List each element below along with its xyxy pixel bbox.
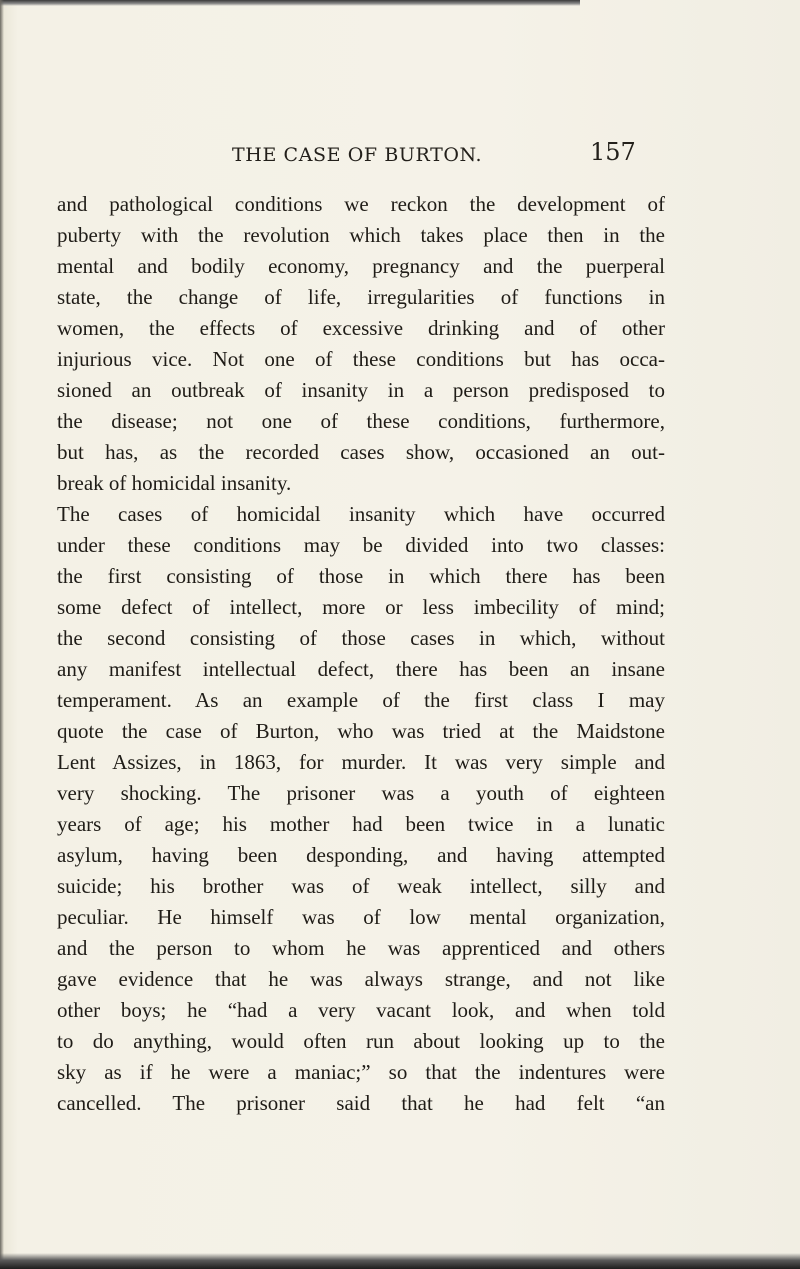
text-line: years of age; his mother had been twice in a lunatic: [57, 812, 665, 836]
text-line: the disease; not one of these conditions, furthermore,: [57, 409, 665, 433]
scan-bottom-edge: [0, 1253, 800, 1269]
text-line: The cases of homicidal insanity which have occurred: [57, 502, 665, 526]
page-number: 157: [590, 138, 636, 166]
text-line: to do anything, would often run about looking up to the: [57, 1029, 665, 1053]
text-line: some defect of intellect, more or less imbecility of mind;: [57, 595, 665, 619]
text-line: women, the effects of excessive drinking and of other: [57, 316, 665, 340]
text-line: under these conditions may be divided into two classes:: [57, 533, 665, 557]
text-line: peculiar. He himself was of low mental organization,: [57, 905, 665, 929]
text-line: temperament. As an example of the first class I may: [57, 688, 665, 712]
text-line: suicide; his brother was of weak intellect, silly and: [57, 874, 665, 898]
scan-left-edge: [0, 0, 4, 1269]
text-line: any manifest intellectual defect, there has been an insane: [57, 657, 665, 681]
text-line: very shocking. The prisoner was a youth of eighteen: [57, 781, 665, 805]
text-line: Lent Assizes, in 1863, for murder. It was very simple and: [57, 750, 665, 774]
text-line: break of homicidal insanity.: [57, 471, 292, 495]
text-line: the first consisting of those in which there has been: [57, 564, 665, 588]
text-line: quote the case of Burton, who was tried at the Maidstone: [57, 719, 665, 743]
running-title: THE CASE OF BURTON.: [232, 144, 483, 166]
text-line: and the person to whom he was apprenticed and others: [57, 936, 665, 960]
text-line: sioned an outbreak of insanity in a person predisposed to: [57, 378, 665, 402]
running-head: [0, 138, 800, 178]
text-line: asylum, having been desponding, and having attempted: [57, 843, 665, 867]
text-line: sky as if he were a maniac;” so that the indentures were: [57, 1060, 665, 1084]
text-line: injurious vice. Not one of these conditions but has occa-: [57, 347, 665, 371]
text-line: and pathological conditions we reckon the development of: [57, 192, 665, 216]
text-line: puberty with the revolution which takes place then in the: [57, 223, 665, 247]
text-line: other boys; he “had a very vacant look, and when told: [57, 998, 665, 1022]
body-text: [57, 189, 665, 1119]
scan-top-edge: [0, 0, 580, 6]
text-line: cancelled. The prisoner said that he had felt “an: [57, 1091, 665, 1115]
text-line: state, the change of life, irregularities of functions in: [57, 285, 665, 309]
text-line: mental and bodily economy, pregnancy and the puerperal: [57, 254, 665, 278]
text-line: but has, as the recorded cases show, occasioned an out-: [57, 440, 665, 464]
text-line: the second consisting of those cases in which, without: [57, 626, 665, 650]
text-line: gave evidence that he was always strange, and not like: [57, 967, 665, 991]
